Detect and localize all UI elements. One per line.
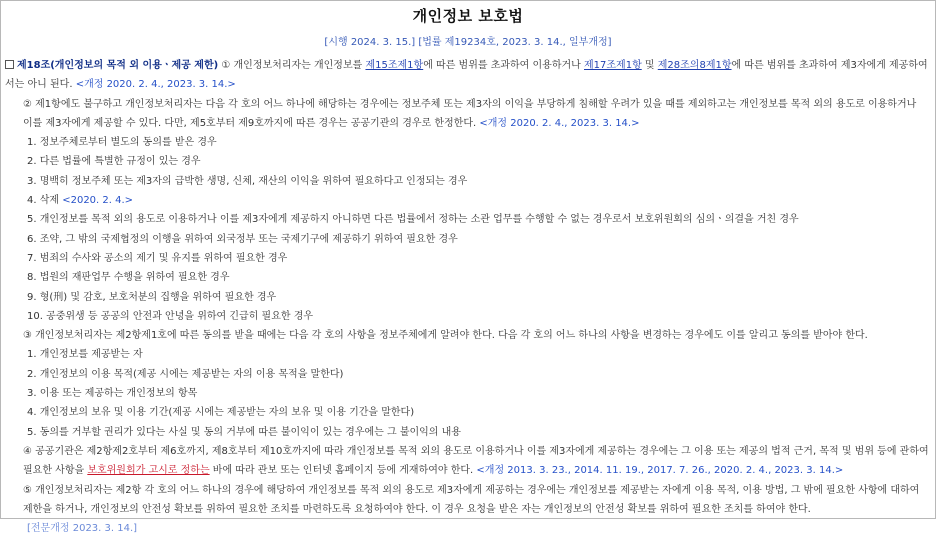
article-heading: 제18조(개인정보의 목적 외 이용ㆍ제공 제한)	[17, 60, 219, 71]
amendment-note: <2020. 2. 4.>	[62, 195, 134, 207]
list-item: 9. 형(刑) 및 감호, 보호처분의 집행을 위하여 필요한 경우	[27, 291, 277, 303]
list-item: 2. 개인정보의 이용 목적(제공 시에는 제공받는 자의 이용 목적을 말한다)	[27, 368, 344, 380]
article-paragraph-3: ③ 개인정보처리자는 제2항제1호에 따른 동의를 받을 때에는 다음 각 호의 사항을 정보주체에게 알려야 한다. 다음 각 호의 어느 하나의 사항을 변경하는 경우에도 이를 알리고 동의를 받아야 한다.	[23, 330, 868, 342]
article-paragraph-4: ④ 공공기관은 제2항제2호부터 제6호까지, 제8호부터 제10호까지에 따라 개인정보를 목적 외의 용도로 이용하거나 이를 제3자에게 제공하는 경우에는 그 이용 또는 제공의 법적 근거, 목적 및 범위 등에 관하여 필요한 사항을 보호위원회가 고시로 정하는 바에 따라 관보 또는 인터넷 홈페이지 등에 게재하여야 한다. <개정 2013. 3. 23., 2014. 11. 19., 2017. 7. 26., 2020. 2. 4., 2023. 3. 14.>	[23, 445, 929, 477]
law-subtitle: [시행 2024. 3. 15.] [법률 제19234호, 2023. 3. 14., 일부개정]	[324, 37, 612, 48]
list-item: 8. 법원의 재판업무 수행을 위하여 필요한 경우	[27, 272, 230, 284]
revision-note: [전문개정 2023. 3. 14.]	[27, 523, 138, 535]
article-select-checkbox[interactable]	[5, 60, 14, 69]
article-paragraph-2: ② 제1항에도 불구하고 개인정보처리자는 다음 각 호의 어느 하나에 해당하는 경우에는 정보주체 또는 제3자의 이익을 부당하게 침해할 우려가 있을 때를 제외하고는 개인정보를 목적 외의 용도로 이용하거나 이를 제3자에게 제공할 수 있다. 다만, 제5호부터 제9호까지에 따른 경우는 공공기관의 경우로 한정한다. <개정 2020. 2. 4., 2023. 3. 14.>	[23, 98, 917, 129]
list-item: 7. 범죄의 수사와 공소의 제기 및 유지를 위하여 필요한 경우	[27, 252, 288, 264]
list-item: 4. 개인정보의 보유 및 이용 기간(제공 시에는 제공받는 자의 보유 및 이용 기간을 말한다)	[27, 407, 415, 419]
list-item: 1. 정보주체로부터 별도의 동의를 받은 경우	[27, 137, 217, 149]
list-item: 2. 다른 법률에 특별한 규정이 있는 경우	[27, 156, 201, 168]
article-content	[5, 56, 929, 538]
link-article-17-1[interactable]: 제17조제1항	[584, 60, 642, 71]
list-item: 10. 공중위생 등 공공의 안전과 안녕을 위하여 긴급히 필요한 경우	[27, 310, 314, 322]
article-paragraph-1: 제18조(개인정보의 목적 외 이용ㆍ제공 제한) ① 개인정보처리자는 개인정보를 제15조제1항에 따른 범위를 초과하여 이용하거나 제17조제1항 및 제28조의8제1항에 따른 범위를 초과하여 제3자에게 제공하여서는 아니 된다. <개정 2020. 2. 4., 2023. 3. 14.>	[5, 60, 928, 91]
link-commission-notice[interactable]: 보호위원회가 고시로 정하는	[87, 465, 210, 477]
amendment-note: <개정 2020. 2. 4., 2023. 3. 14.>	[479, 117, 640, 129]
law-title: 개인정보 보호법	[412, 7, 524, 25]
list-item: 4. 삭제 <2020. 2. 4.>	[27, 195, 134, 207]
list-item: 5. 개인정보를 목적 외의 용도로 이용하거나 이를 제3자에게 제공하지 아니하면 다른 법률에서 정하는 소관 업무를 수행할 수 없는 경우로서 보호위원회의 심의ㆍ의결을 거친 경우	[27, 214, 799, 226]
list-item: 3. 이용 또는 제공하는 개인정보의 항목	[27, 388, 198, 400]
list-item: 6. 조약, 그 밖의 국제협정의 이행을 위하여 외국정부 또는 국제기구에 제공하기 위하여 필요한 경우	[27, 233, 458, 245]
list-item: 1. 개인정보를 제공받는 자	[27, 349, 143, 361]
link-article-15-1[interactable]: 제15조제1항	[365, 60, 424, 71]
list-item: 5. 동의를 거부할 권리가 있다는 사실 및 동의 거부에 따른 불이익이 있는 경우에는 그 불이익의 내용	[27, 426, 461, 438]
amendment-note: <개정 2013. 3. 23., 2014. 11. 19., 2017. 7. 26., 2020. 2. 4., 2023. 3. 14.>	[476, 465, 844, 477]
link-article-28-8-1[interactable]: 제28조의8제1항	[657, 60, 732, 71]
amendment-note: <개정 2020. 2. 4., 2023. 3. 14.>	[75, 79, 236, 91]
list-item: 3. 명백히 정보주체 또는 제3자의 급박한 생명, 신체, 재산의 이익을 위하여 필요하다고 인정되는 경우	[27, 175, 468, 187]
article-paragraph-5: ⑤ 개인정보처리자는 제2항 각 호의 어느 하나의 경우에 해당하여 개인정보를 목적 외의 용도로 제3자에게 제공하는 경우에는 개인정보를 제공받는 자에게 이용 목적, 이용 방법, 그 밖에 필요한 사항에 대하여 제한을 하거나, 개인정보의 안전성 확보를 위하여 필요한 조치를 마련하도록 요청하여야 한다. 이 경우 요청을 받은 자는 개인정보의 안전성 확보를 위하여 필요한 조치를 하여야 한다.	[23, 484, 920, 515]
